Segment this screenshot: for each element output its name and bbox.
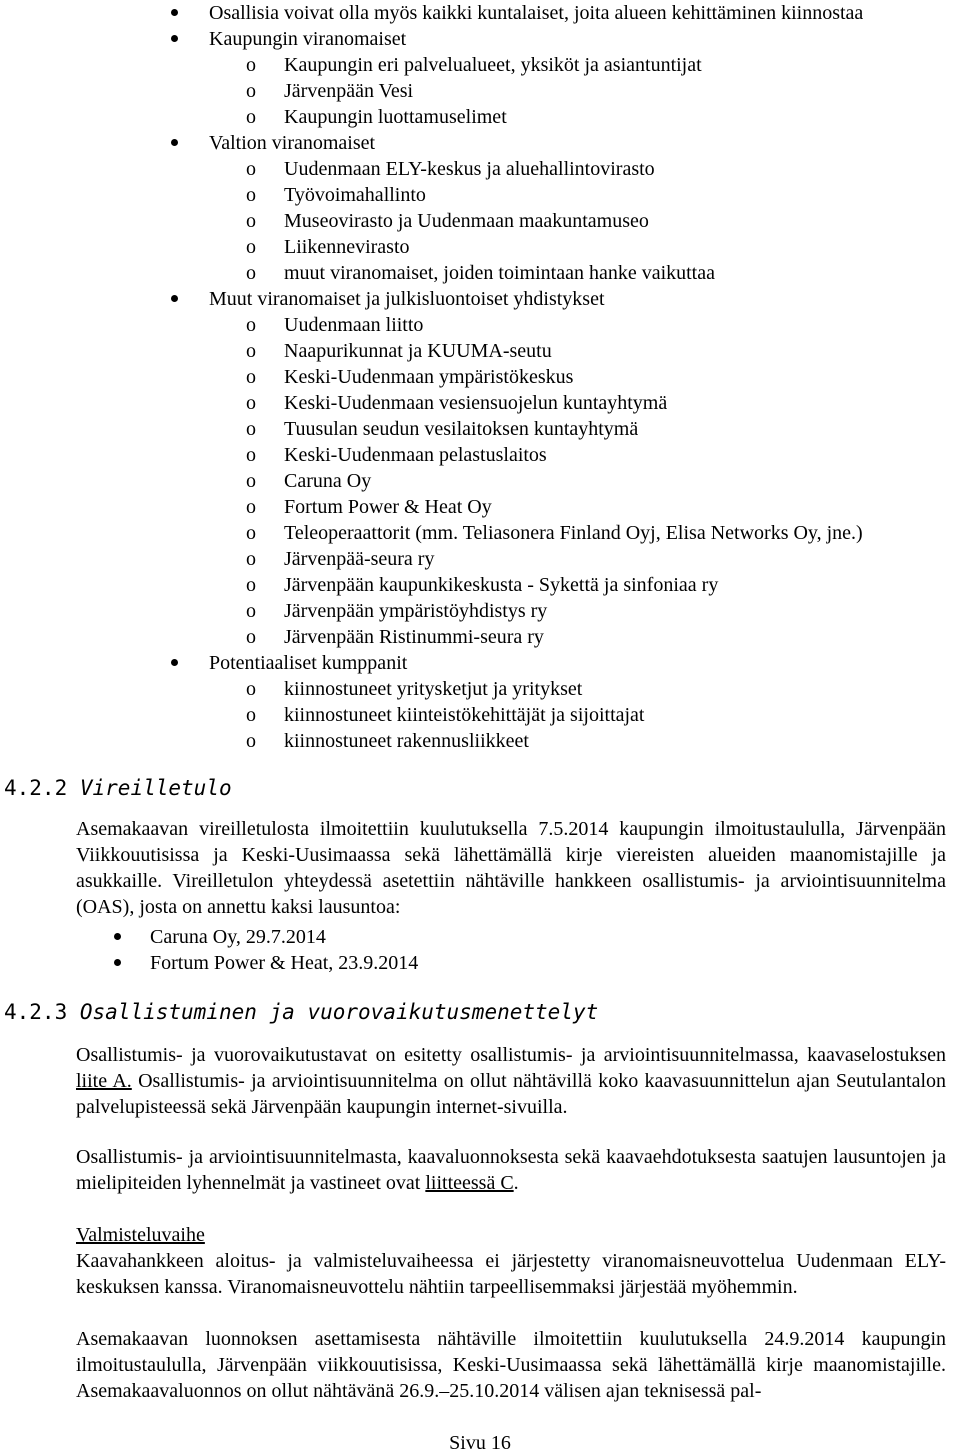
list-item: Keski-Uudenmaan pelastuslaitos bbox=[284, 444, 547, 466]
list-item: Fortum Power & Heat Oy bbox=[284, 496, 492, 518]
sub-bullet-marker: o bbox=[246, 548, 256, 570]
list-item: Järvenpään Ristinummi-seura ry bbox=[284, 626, 544, 648]
paragraph-text: Osallistumis- ja vuorovaikutustavat on esitetty osallistumis- ja arviointisuunnitelmassa, kaavaselostuksen bbox=[76, 1044, 946, 1066]
list-item: Keski-Uudenmaan ympäristökeskus bbox=[284, 366, 574, 388]
sub-bullet-marker: o bbox=[246, 54, 256, 76]
list-item: Järvenpää-seura ry bbox=[284, 548, 435, 570]
sub-bullet-marker: o bbox=[246, 730, 256, 752]
sub-bullet-marker: o bbox=[246, 106, 256, 128]
bullet-icon bbox=[171, 9, 178, 16]
paragraph-text: Osallistumis- ja arviointisuunnitelma on ollut nähtävillä koko kaavasuunnittelun ajan Seutulantalon palvelupisteessä sekä Järvenpään kaupungin internet-sivuilla. bbox=[76, 1070, 947, 1118]
sub-bullet-marker: o bbox=[246, 340, 256, 362]
paragraph bbox=[76, 1042, 946, 1120]
list-item: Teleoperaattorit (mm. Teliasonera Finland Oyj, Elisa Networks Oy, jne.) bbox=[284, 522, 863, 544]
list-item: Kaupungin luottamuselimet bbox=[284, 106, 507, 128]
appendix-c-link[interactable]: liitteessä C bbox=[425, 1172, 514, 1194]
list-item: Järvenpään Vesi bbox=[284, 80, 414, 102]
sub-bullet-marker: o bbox=[246, 496, 256, 518]
group-heading: Muut viranomaiset ja julkisluontoiset yhdistykset bbox=[209, 288, 605, 310]
section-heading-4-2-2 bbox=[4, 774, 232, 802]
bullet-icon bbox=[114, 959, 121, 966]
paragraph-text: . bbox=[513, 1172, 519, 1194]
sub-bullet-marker: o bbox=[246, 704, 256, 726]
group-heading: Kaupungin viranomaiset bbox=[209, 28, 407, 50]
list-item: kiinnostuneet rakennusliikkeet bbox=[284, 730, 529, 752]
paragraph-text: Osallistumis- ja arviointisuunnitelmasta, kaavaluonnoksesta sekä kaavaehdotuksesta saatujen lausuntojen ja mielipiteiden lyhennelmät ja vastineet ovat bbox=[76, 1146, 946, 1194]
list-item: Työvoimahallinto bbox=[284, 184, 426, 206]
list-item: Uudenmaan liitto bbox=[284, 314, 424, 336]
page-number: Sivu 16 bbox=[449, 1432, 511, 1454]
section-title: Osallistuminen ja vuorovaikutusmenettelyt bbox=[79, 1000, 599, 1024]
paragraph: Kaavahankkeen aloitus- ja valmisteluvaiheessa ei järjestetty viranomaisneuvottelua Uudenmaan ELY-keskuksen kanssa. Viranomaisneuvottelu nähtiin tarpeellisemmaksi järjestää myöhemmin. bbox=[76, 1250, 946, 1298]
sub-bullet-marker: o bbox=[246, 314, 256, 336]
bullet-icon bbox=[171, 35, 178, 42]
sub-bullet-marker: o bbox=[246, 210, 256, 232]
list-item: muut viranomaiset, joiden toimintaan hanke vaikuttaa bbox=[284, 262, 715, 284]
list-item: Tuusulan seudun vesilaitoksen kuntayhtymä bbox=[284, 418, 639, 440]
bullet-icon bbox=[171, 659, 178, 666]
sub-bullet-marker: o bbox=[246, 600, 256, 622]
group-heading: Valtion viranomaiset bbox=[209, 132, 376, 154]
sub-bullet-marker: o bbox=[246, 184, 256, 206]
list-item: Caruna Oy, 29.7.2014 bbox=[150, 926, 326, 948]
sub-bullet-marker: o bbox=[246, 522, 256, 544]
section-number: 4.2.3 bbox=[4, 1000, 68, 1024]
list-item: kiinnostuneet yritysketjut ja yritykset bbox=[284, 678, 583, 700]
sub-bullet-marker: o bbox=[246, 574, 256, 596]
sub-bullet-marker: o bbox=[246, 80, 256, 102]
paragraph: Asemakaavan luonnoksen asettamisesta nähtäville ilmoitettiin kuulutuksella 24.9.2014 kaupungin ilmoitustaululla, Järvenpään viikkouutisissa, Keski-Uusimaassa sekä lähettämällä kirje maanomistajille. Asemakaavaluonnos on ollut nähtävänä 26.9.–25.10.2014 välisen ajan teknisessä pal- bbox=[76, 1328, 946, 1402]
list-item: Caruna Oy bbox=[284, 470, 372, 492]
list-item: Uudenmaan ELY-keskus ja aluehallintovirasto bbox=[284, 158, 655, 180]
group-item: Osallisia voivat olla myös kaikki kuntalaiset, joita alueen kehittäminen kiinnostaa bbox=[209, 2, 864, 24]
sub-bullet-marker: o bbox=[246, 470, 256, 492]
list-item: kiinnostuneet kiinteistökehittäjät ja sijoittajat bbox=[284, 704, 645, 726]
group-heading: Potentiaaliset kumppanit bbox=[209, 652, 408, 674]
section-title: Vireilletulo bbox=[79, 776, 232, 800]
sub-bullet-marker: o bbox=[246, 236, 256, 258]
sub-bullet-marker: o bbox=[246, 158, 256, 180]
list-item: Kaupungin eri palvelualueet, yksiköt ja asiantuntijat bbox=[284, 54, 702, 76]
sub-bullet-marker: o bbox=[246, 392, 256, 414]
list-item: Museovirasto ja Uudenmaan maakuntamuseo bbox=[284, 210, 649, 232]
sub-bullet-marker: o bbox=[246, 262, 256, 284]
list-item: Fortum Power & Heat, 23.9.2014 bbox=[150, 952, 419, 974]
sub-bullet-marker: o bbox=[246, 444, 256, 466]
section-number: 4.2.2 bbox=[4, 776, 68, 800]
list-item: Naapurikunnat ja KUUMA-seutu bbox=[284, 340, 552, 362]
bullet-icon bbox=[171, 295, 178, 302]
bullet-icon bbox=[171, 139, 178, 146]
list-item: Järvenpään ympäristöyhdistys ry bbox=[284, 600, 548, 622]
list-item: Keski-Uudenmaan vesiensuojelun kuntayhtymä bbox=[284, 392, 668, 414]
sub-bullet-marker: o bbox=[246, 418, 256, 440]
list-item: Liikennevirasto bbox=[284, 236, 410, 258]
sub-bullet-marker: o bbox=[246, 366, 256, 388]
appendix-a-link[interactable]: liite A. bbox=[76, 1070, 132, 1092]
paragraph: Asemakaavan vireilletulosta ilmoitettiin kuulutuksella 7.5.2014 kaupungin ilmoitustaululla, Järvenpään Viikkouutisissa ja Keski-Uusimaassa sekä lähettämällä kirje viereisten alueiden maanomistajille ja asukkaille. Vireilletulon yhteydessä asetettiin nähtäville hankkeen osallistumis- ja arviointisuunnitelma (OAS), josta on annettu kaksi lausuntoa: bbox=[76, 818, 946, 918]
paragraph bbox=[76, 1144, 946, 1196]
bullet-icon bbox=[114, 933, 121, 940]
sub-bullet-marker: o bbox=[246, 626, 256, 648]
section-heading-4-2-3 bbox=[4, 998, 598, 1026]
sub-bullet-marker: o bbox=[246, 678, 256, 700]
list-item: Järvenpään kaupunkikeskusta - Sykettä ja sinfoniaa ry bbox=[284, 574, 719, 596]
subheading-valmisteluvaihe: Valmisteluvaihe bbox=[76, 1224, 205, 1246]
